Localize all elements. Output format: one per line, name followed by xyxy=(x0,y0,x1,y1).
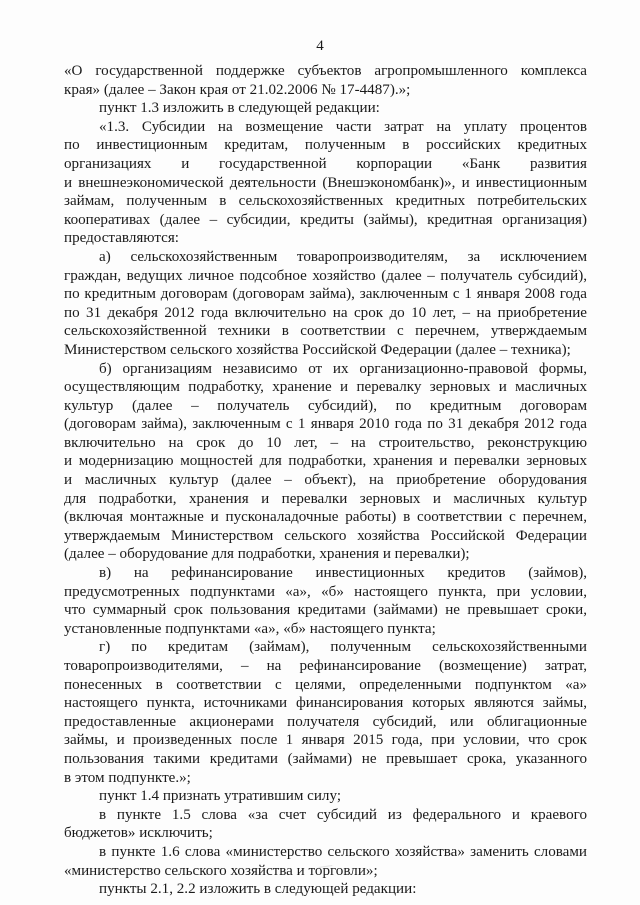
text-line: в пункте 1.5 слова «за счет субсидий из федерального и краевого xyxy=(99,806,587,823)
text-line: пункт 1.3 изложить в следующей редакции: xyxy=(99,100,380,117)
page-number: 4 xyxy=(316,38,324,54)
text-line: по инвестиционным кредитам, полученным в российских кредитных xyxy=(64,137,587,154)
text-line: установленные подпунктами «а», «б» настоящего пункта; xyxy=(64,620,436,637)
text-line: и модернизацию мощностей для подработки, хранения и перевалки зерновых xyxy=(64,453,587,470)
text-line: настоящего пункта, источниками финансирования которых являются займы, xyxy=(64,695,587,712)
text-line: а) сельскохозяйственным товаропроизводителям, за исключением xyxy=(99,248,587,265)
text-line: сельскохозяйственной техники в соответствии с перечнем, утверждаемым xyxy=(64,323,587,340)
text-line: (включая монтажные и пусконаладочные работы) в соответствии с перечнем, xyxy=(64,509,587,526)
text-line: «1.3. Субсидии на возмещение части затрат на уплату процентов xyxy=(99,118,587,135)
text-line: включительно на срок до 10 лет, – на строительство, реконструкцию xyxy=(64,434,587,451)
text-line: б) организациям независимо от их организационно-правовой формы, xyxy=(99,360,587,377)
text-line: организациях и государственной корпорации «Банк развития xyxy=(64,155,587,172)
text-line: и внешнеэкономической деятельности (Внешэкономбанк)», и инвестиционным xyxy=(64,174,587,191)
text-line: что суммарный срок пользования кредитами (займами) не превышает сроки, xyxy=(64,602,587,619)
text-line: осуществляющим подработку, хранение и перевалку зерновых и масличных xyxy=(64,379,587,396)
text-line: «министерство сельского хозяйства и торговли»; xyxy=(64,862,378,879)
text-line: предусмотренных подпунктами «а», «б» настоящего пункта, при условии, xyxy=(64,583,587,600)
text-line: Министерством сельского хозяйства Российской Федерации (далее – техника); xyxy=(64,341,571,358)
text-line: понесенных в соответствии с целями, определенными подпунктом «а» xyxy=(64,676,587,693)
text-line: по кредитным договорам (договорам займа), заключенным с 1 января 2008 года xyxy=(64,286,587,303)
text-line: граждан, ведущих личное подсобное хозяйство (далее – получатель субсидий), xyxy=(64,267,587,284)
text-line: бюджетов» исключить; xyxy=(64,825,213,842)
text-line: и масличных культур (далее – объект), на приобретение оборудования xyxy=(64,472,587,489)
text-line: пункты 2.1, 2.2 изложить в следующей редакции: xyxy=(99,881,417,898)
text-line: края» (далее – Закон края от 21.02.2006 № 17-4487).»; xyxy=(64,81,411,98)
text-line: культур (далее – получатель субсидий), по кредитным договорам xyxy=(64,397,587,414)
text-line: в этом подпункте.»; xyxy=(64,769,191,786)
text-line: кооперативах (далее – субсидии, кредиты (займы), кредитная организация) xyxy=(64,211,587,228)
text-line: для подработки, хранения и перевалки зерновых и масличных культур xyxy=(64,490,587,507)
text-line: в пункте 1.6 слова «министерство сельского хозяйства» заменить словами xyxy=(99,843,587,860)
text-line: займы, и произведенных после 1 января 2015 года, при условии, что срок xyxy=(64,732,587,749)
text-line: (далее – оборудование для подработки, хранения и перевалки); xyxy=(64,546,470,563)
text-line: товаропроизводителями, – на рефинансирование (возмещение) затрат, xyxy=(64,658,587,674)
text-line: предоставляются: xyxy=(64,230,180,247)
text-line: «О государственной поддержке субъектов агропромышленного комплекса xyxy=(64,63,587,79)
text-line: (договорам займа), заключенным с 1 января 2010 года по 31 декабря 2012 года xyxy=(64,416,587,433)
document-body xyxy=(64,62,587,899)
text-line: в) на рефинансирование инвестиционных кредитов (займов), xyxy=(99,565,587,582)
text-line: предоставленные акционерами получателя субсидий, или облигационные xyxy=(64,713,587,730)
text-line: займам, полученным в сельскохозяйственных кредитных потребительских xyxy=(64,193,587,210)
text-line: пункт 1.4 признать утратившим силу; xyxy=(99,788,342,805)
text-line: по 31 декабря 2012 года включительно на срок до 10 лет, – на приобретение xyxy=(64,304,587,321)
text-line: г) по кредитам (займам), полученным сельскохозяйственными xyxy=(99,639,587,656)
text-line: утверждаемым Министерством сельского хозяйства Российской Федерации xyxy=(64,527,587,544)
text-line: пользования такими кредитами (займами) не превышает срока, указанного xyxy=(64,750,587,767)
